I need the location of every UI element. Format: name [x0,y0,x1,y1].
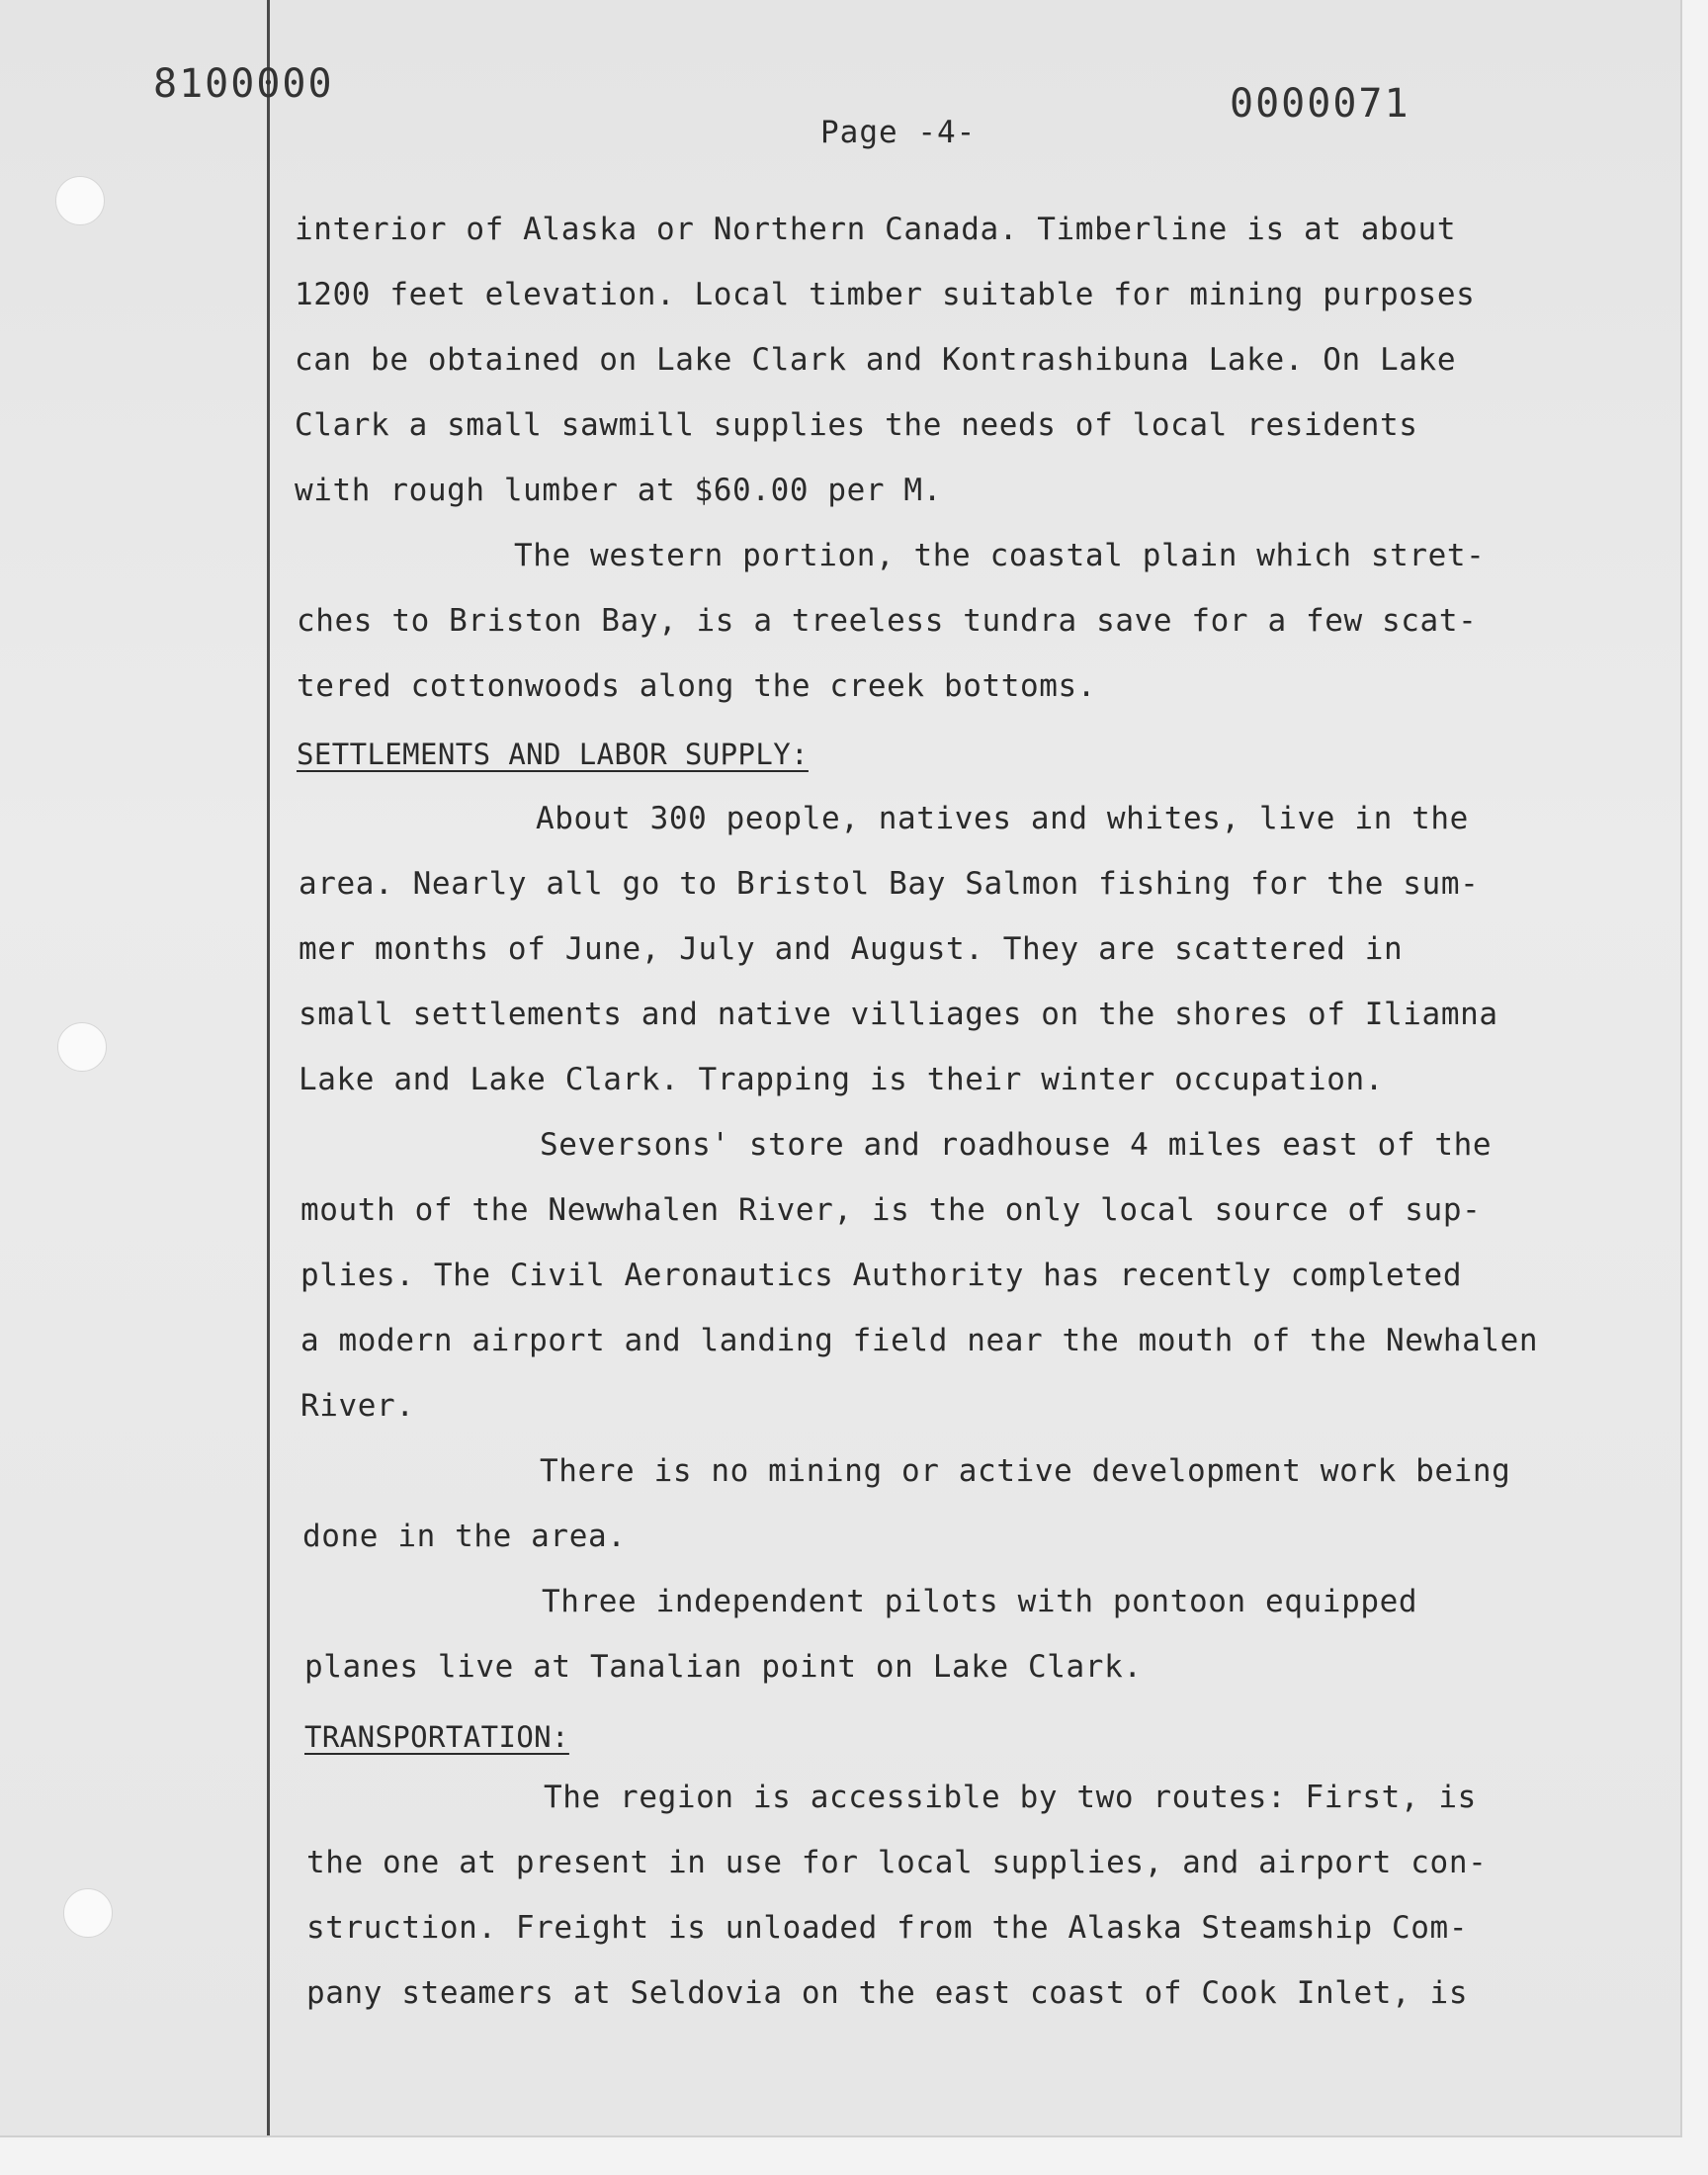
text-line: planes live at Tanalian point on Lake Clark. [304,1649,1143,1685]
text-line: area. Nearly all go to Bristol Bay Salmon fishing for the sum- [299,866,1480,902]
text-line: struction. Freight is unloaded from the Alaska Steamship Com- [306,1910,1469,1946]
text-line: mer months of June, July and August. They are scattered in [299,931,1404,967]
margin-rule [267,0,270,2135]
text-line: There is no mining or active development work being [540,1453,1511,1489]
text-line: Seversons' store and roadhouse 4 miles east of the [540,1127,1493,1163]
text-line: Lake and Lake Clark. Trapping is their winter occupation. [299,1062,1385,1097]
document-number-stamp-right: 0000071 [1230,81,1410,127]
punch-hole [57,1022,107,1072]
page-number: Page -4- [820,115,977,150]
text-line: a modern airport and landing field near the mouth of the Newhalen [300,1323,1539,1358]
text-line: The western portion, the coastal plain which stret- [514,538,1486,573]
text-line: tered cottonwoods along the creek bottoms. [297,668,1097,704]
section-heading: SETTLEMENTS AND LABOR SUPPLY: [297,738,809,771]
section-heading: TRANSPORTATION: [304,1720,569,1754]
document-number-stamp-left: 8100000 [153,61,334,107]
text-line: The region is accessible by two routes: First, is [544,1780,1477,1815]
punch-hole [55,176,105,225]
text-line: mouth of the Newwhalen River, is the only local source of sup- [300,1192,1482,1228]
text-line: Clark a small sawmill supplies the needs of local residents [295,407,1418,443]
punch-hole [63,1888,113,1938]
text-line: small settlements and native villiages on the shores of Iliamna [299,997,1498,1032]
text-line: Three independent pilots with pontoon equipped [542,1584,1418,1619]
text-line: can be obtained on Lake Clark and Kontrashibuna Lake. On Lake [295,342,1457,378]
text-line: interior of Alaska or Northern Canada. Timberline is at about [295,212,1457,247]
text-line: River. [300,1388,415,1424]
text-line: done in the area. [302,1519,627,1554]
text-line: plies. The Civil Aeronautics Authority has recently completed [300,1258,1463,1293]
text-line: ches to Briston Bay, is a treeless tundra save for a few scat- [297,603,1478,639]
text-line: About 300 people, natives and whites, live in the [536,801,1469,836]
text-line: with rough lumber at $60.00 per M. [295,473,942,508]
text-line: 1200 feet elevation. Local timber suitable for mining purposes [295,277,1476,312]
text-line: pany steamers at Seldovia on the east coast of Cook Inlet, is [306,1975,1469,2011]
text-line: the one at present in use for local supplies, and airport con- [306,1845,1488,1880]
